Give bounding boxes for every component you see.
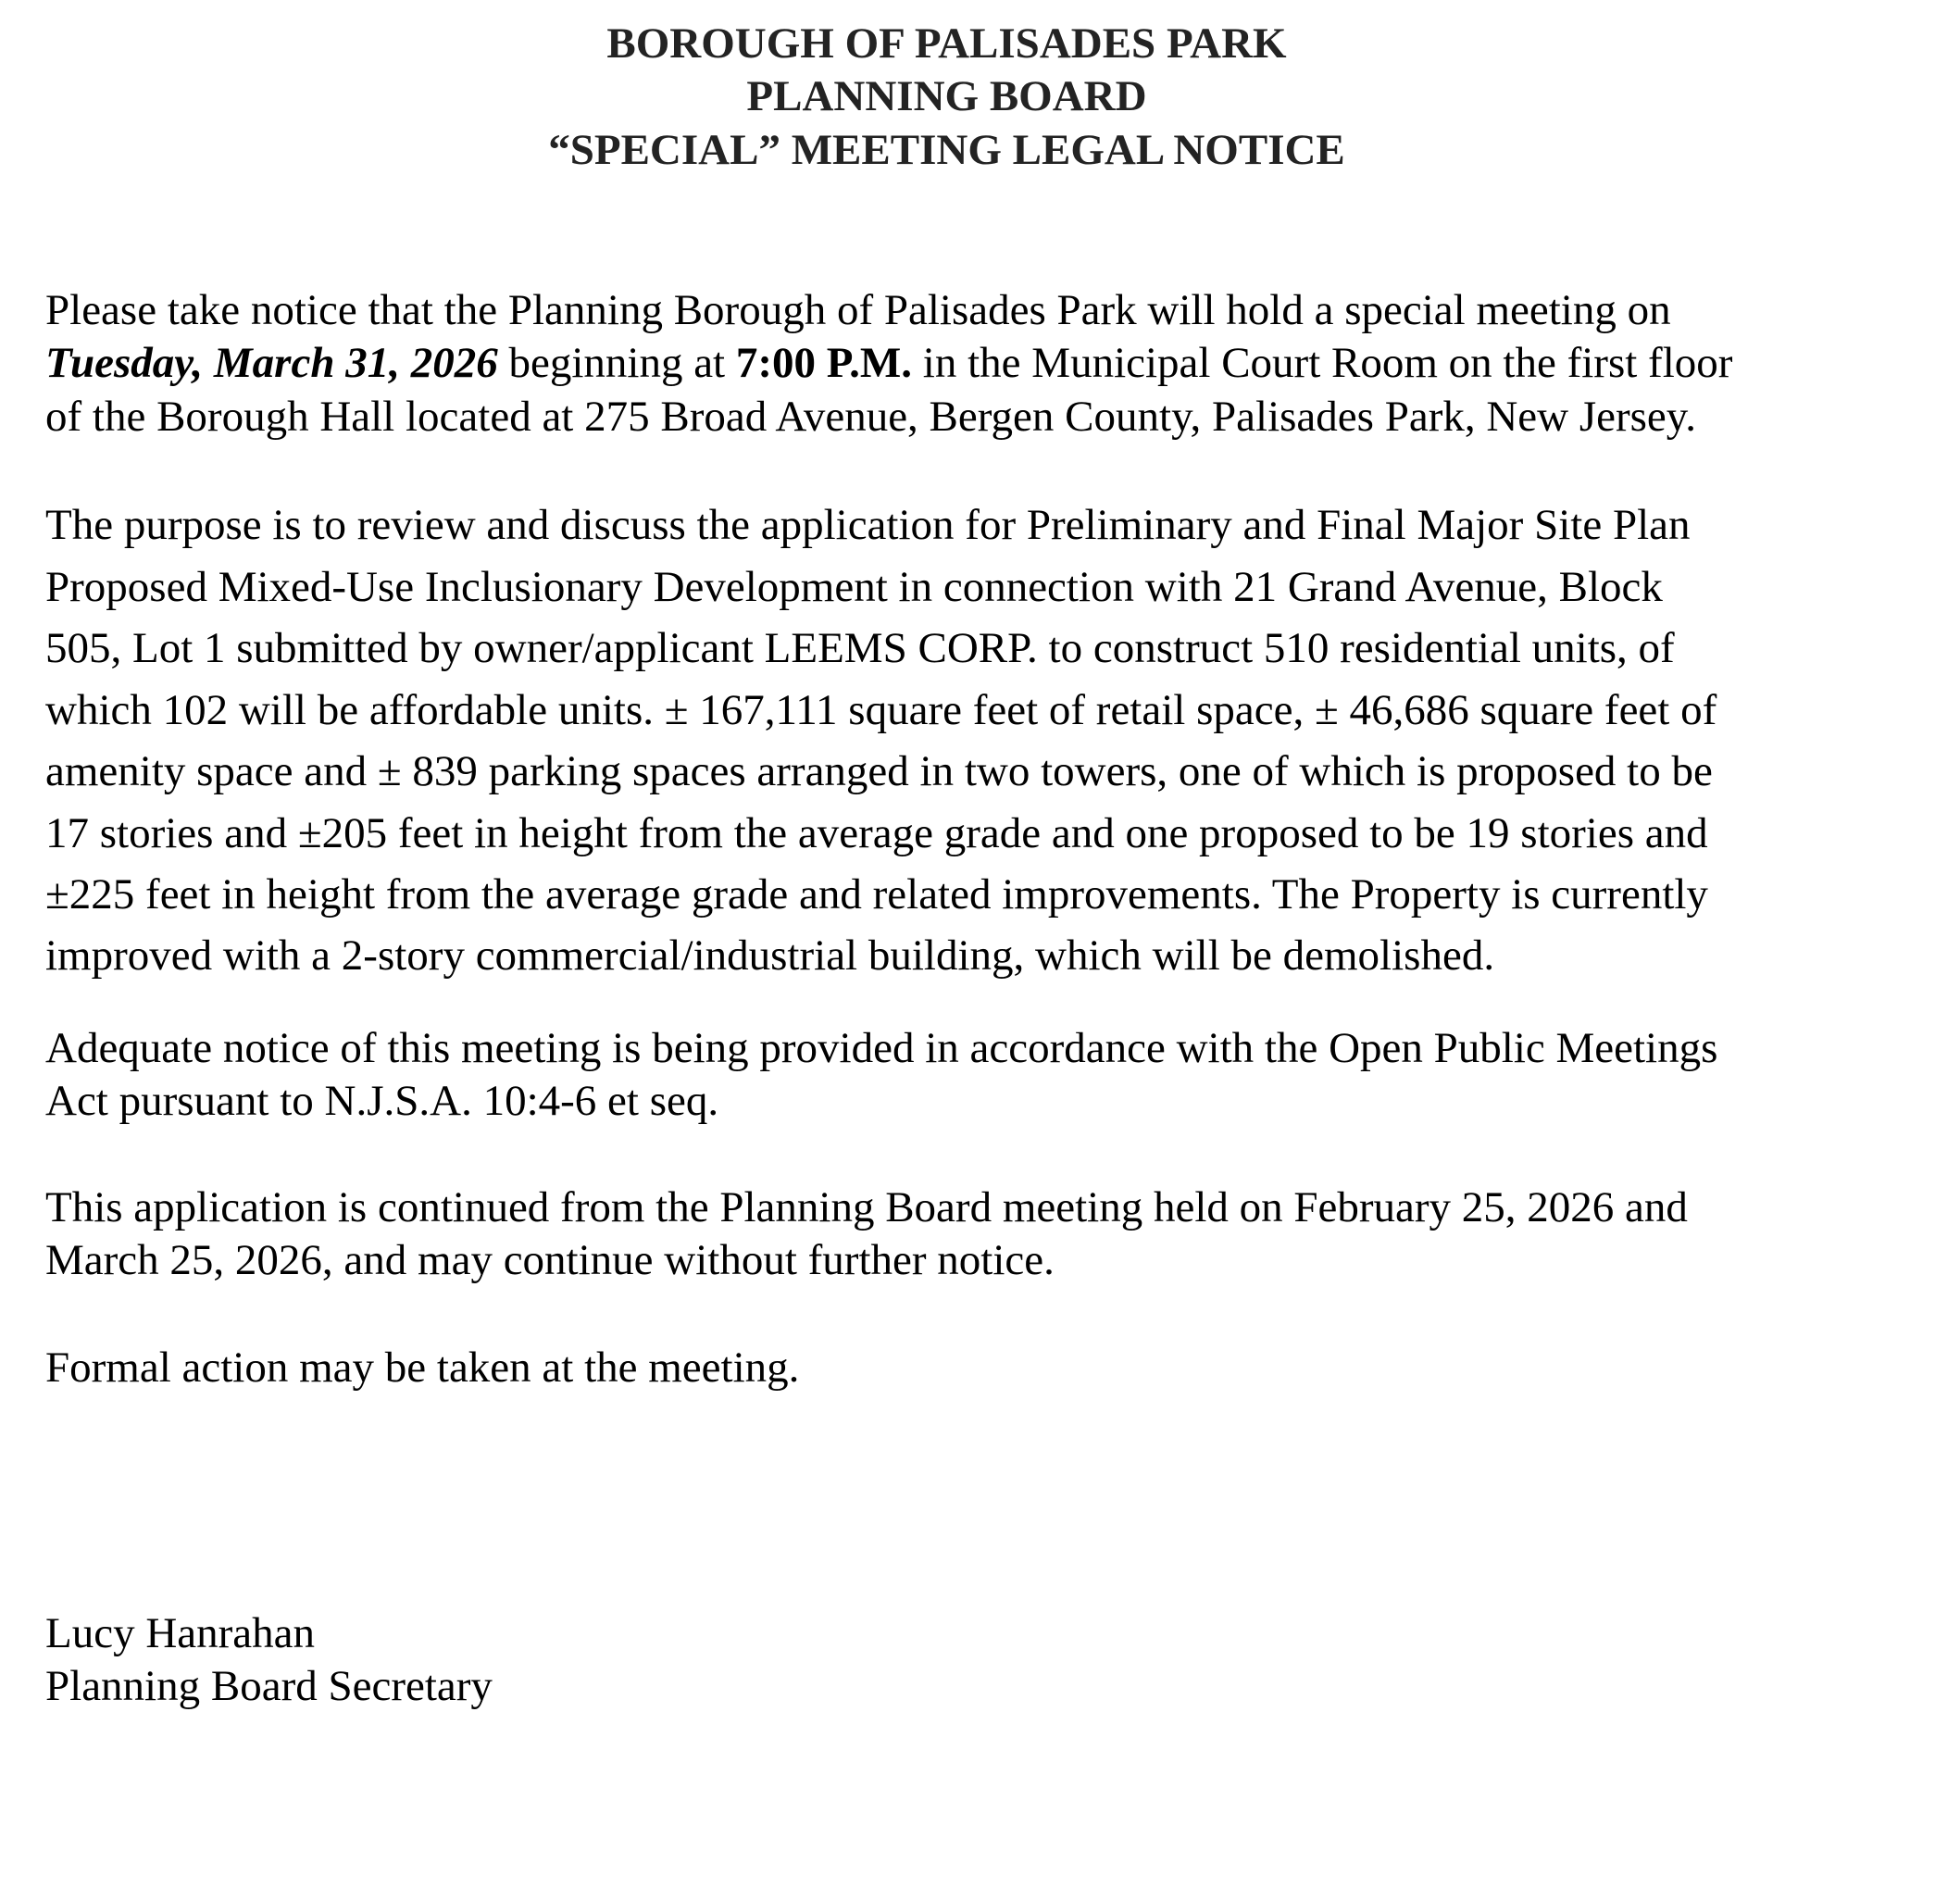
paragraph-line: which 102 will be affordable units. ± 167,111 square feet of retail space, ± 46,686 square feet of	[45, 686, 1717, 734]
signatory-title: Planning Board Secretary	[45, 1662, 493, 1710]
paragraph-line: of the Borough Hall located at 275 Broad Avenue, Bergen County, Palisades Park, New Jersey.	[45, 393, 1696, 441]
paragraph-line: This application is continued from the Planning Board meeting held on February 25, 2026 and	[45, 1183, 1688, 1231]
paragraph-line: March 25, 2026, and may continue without further notice.	[45, 1236, 1055, 1284]
paragraph-line: Proposed Mixed-Use Inclusionary Development in connection with 21 Grand Avenue, Block	[45, 563, 1663, 611]
paragraph-line: amenity space and ± 839 parking spaces arranged in two towers, one of which is proposed to be	[45, 747, 1713, 795]
paragraph-line: improved with a 2-story commercial/industrial building, which will be demolished.	[45, 931, 1495, 980]
header-notice-type: “SPECIAL” MEETING LEGAL NOTICE	[548, 126, 1345, 174]
paragraph-line: Formal action may be taken at the meeting.	[45, 1343, 800, 1392]
paragraph-line: 17 stories and ±205 feet in height from the average grade and one proposed to be 19 stories and	[45, 809, 1708, 857]
paragraph-line: Act pursuant to N.J.S.A. 10:4-6 et seq.	[45, 1077, 719, 1125]
line-text: beginning at	[497, 339, 736, 387]
paragraph-line	[45, 339, 1732, 387]
paragraph-line: ±225 feet in height from the average grade and related improvements. The Property is currently	[45, 870, 1708, 919]
paragraph-line: Adequate notice of this meeting is being provided in accordance with the Open Public Meetings	[45, 1024, 1718, 1072]
meeting-time: 7:00 P.M.	[735, 339, 913, 387]
meeting-date: Tuesday, March 31, 2026	[45, 339, 498, 387]
header-board-name: PLANNING BOARD	[746, 72, 1147, 120]
paragraph-line: The purpose is to review and discuss the application for Preliminary and Final Major Site Plan	[45, 501, 1691, 549]
line-text: in the Municipal Court Room on the first floor	[912, 339, 1733, 387]
signatory-name: Lucy Hanrahan	[45, 1609, 315, 1657]
header-borough-name: BOROUGH OF PALISADES PARK	[606, 19, 1287, 68]
paragraph-line: 505, Lot 1 submitted by owner/applicant LEEMS CORP. to construct 510 residential units, of	[45, 624, 1675, 672]
paragraph-line: Please take notice that the Planning Borough of Palisades Park will hold a special meeting on	[45, 286, 1671, 334]
